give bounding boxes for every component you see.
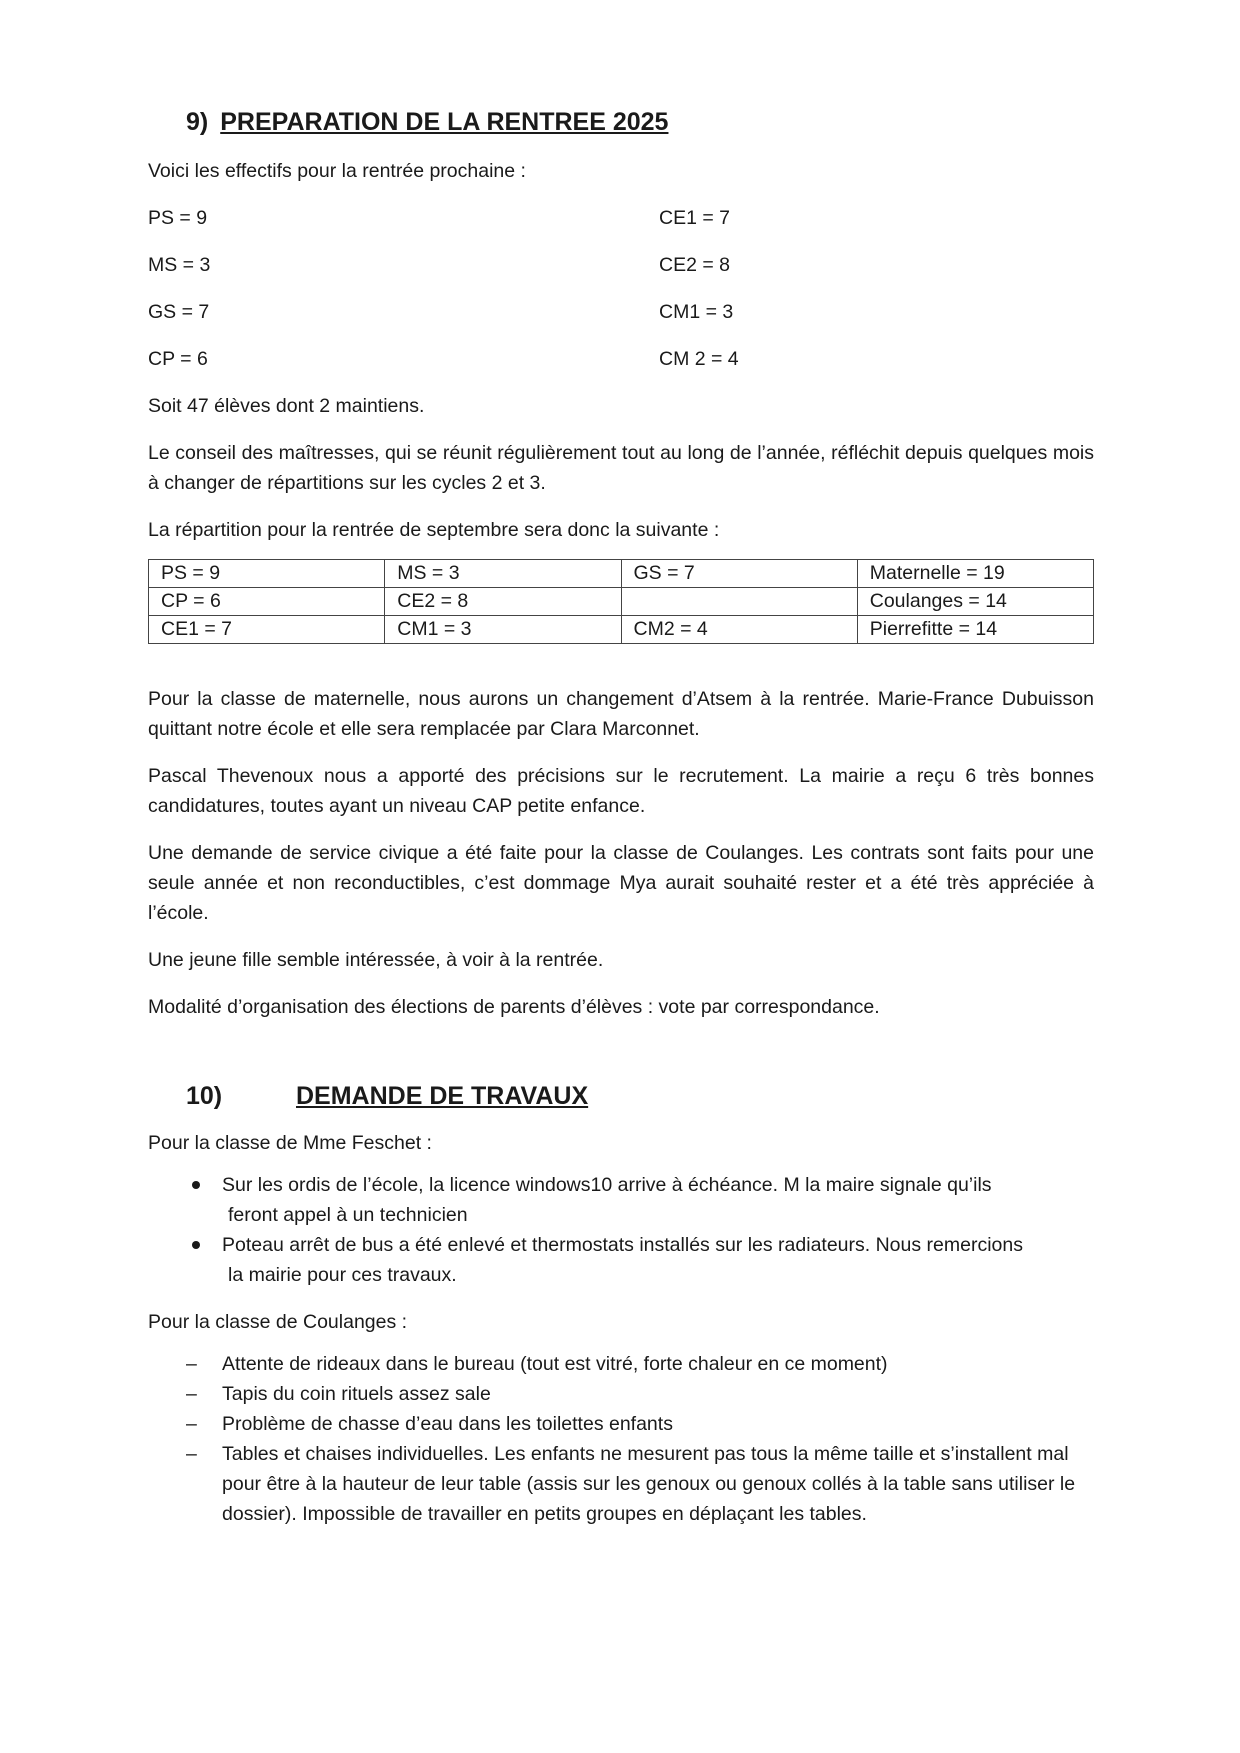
effectifs-intro: Voici les effectifs pour la rentrée prochaine :	[148, 160, 526, 182]
table-cell: CM2 = 4	[621, 616, 857, 644]
list-item-line: la mairie pour ces travaux.	[228, 1264, 457, 1286]
section-10-heading	[186, 1080, 1094, 1112]
count-ce1: CE1 = 7	[659, 207, 731, 229]
table-cell	[621, 588, 857, 616]
feschet-intro: Pour la classe de Mme Feschet :	[148, 1132, 432, 1154]
count-ps: PS = 9	[148, 207, 208, 229]
effectifs-grid	[148, 203, 1094, 374]
table-cell: MS = 3	[385, 560, 621, 588]
paragraph-atsem: Pour la classe de maternelle, nous aurons un changement d’Atsem à la rentrée. Marie-France Dubuisson quittant notre école et elle sera remplacée par Clara Marconnet.	[148, 688, 1094, 740]
total-eleves: Soit 47 élèves dont 2 maintiens.	[148, 395, 425, 417]
table-row	[149, 616, 1094, 644]
paragraph-repartition: La répartition pour la rentrée de septembre sera donc la suivante :	[148, 519, 720, 541]
count-ms: MS = 3	[148, 254, 211, 276]
dash-marker: –	[186, 1353, 197, 1375]
document-page	[148, 100, 1094, 1529]
table-cell: Coulanges = 14	[857, 588, 1093, 616]
count-ce2: CE2 = 8	[659, 254, 731, 276]
paragraph-service-civique: Une demande de service civique a été faite pour la classe de Coulanges. Les contrats sont faits pour une seule année et non reconductibles, c’est dommage Mya aurait souhaité rester et a été très appréciée à l’école.	[148, 842, 1094, 924]
list-item-text: Attente de rideaux dans le bureau (tout est vitré, forte chaleur en ce moment)	[222, 1353, 888, 1375]
dash-marker: –	[186, 1443, 197, 1465]
table-cell: GS = 7	[621, 560, 857, 588]
repartition-table	[148, 559, 1094, 644]
table-row	[149, 588, 1094, 616]
dash-marker: –	[186, 1383, 197, 1405]
table-cell: Maternelle = 19	[857, 560, 1093, 588]
table-cell: CP = 6	[149, 588, 385, 616]
table-cell: CE1 = 7	[149, 616, 385, 644]
coulanges-intro: Pour la classe de Coulanges :	[148, 1311, 408, 1333]
paragraph-recrutement: Pascal Thevenoux nous a apporté des précisions sur le recrutement. La mairie a reçu 6 très bonnes candidatures, toutes ayant un niveau CAP petite enfance.	[148, 765, 1094, 817]
list-item-text: Tables et chaises individuelles. Les enfants ne mesurent pas tous la même taille et s’installent mal pour être à la hauteur de leur table (assis sur les genoux ou genoux collés à la table sans utiliser le dossier). Impossible de travailler en petits groupes en déplaçant les tables.	[222, 1443, 1076, 1525]
count-cp: CP = 6	[148, 348, 208, 370]
list-item-text: Tapis du coin rituels assez sale	[222, 1383, 491, 1405]
paragraph-conseil: Le conseil des maîtresses, qui se réunit régulièrement tout au long de l’année, réfléchit depuis quelques mois à changer de répartitions sur les cycles 2 et 3.	[148, 442, 1094, 494]
count-cm2: CM 2 = 4	[659, 348, 739, 370]
feschet-list	[148, 1170, 1094, 1290]
section-9-number: 9)	[186, 108, 209, 136]
bullet-icon	[192, 1181, 200, 1189]
list-item	[148, 1349, 1094, 1379]
section-10-title: DEMANDE DE TRAVAUX	[296, 1082, 589, 1110]
list-item	[148, 1230, 1094, 1290]
table-cell: Pierrefitte = 14	[857, 616, 1093, 644]
list-item-text: Problème de chasse d’eau dans les toilettes enfants	[222, 1413, 673, 1435]
list-item	[148, 1439, 1094, 1529]
section-9-heading	[186, 106, 1094, 138]
list-item	[148, 1170, 1094, 1230]
section-9-title: PREPARATION DE LA RENTREE 2025	[220, 108, 669, 136]
list-item	[148, 1379, 1094, 1409]
list-item-line: feront appel à un technicien	[228, 1204, 468, 1226]
list-item-line: Poteau arrêt de bus a été enlevé et thermostats installés sur les radiateurs. Nous remercions	[222, 1234, 1023, 1256]
list-item	[148, 1409, 1094, 1439]
coulanges-list	[148, 1349, 1094, 1529]
table-cell: PS = 9	[149, 560, 385, 588]
paragraph-modalite: Modalité d’organisation des élections de parents d’élèves : vote par correspondance.	[148, 996, 880, 1018]
paragraph-jeune-fille: Une jeune fille semble intéressée, à voir à la rentrée.	[148, 949, 604, 971]
table-cell: CE2 = 8	[385, 588, 621, 616]
list-item-line: Sur les ordis de l’école, la licence windows10 arrive à échéance. M la maire signale qu’ils	[222, 1174, 992, 1196]
count-gs: GS = 7	[148, 301, 210, 323]
bullet-icon	[192, 1241, 200, 1249]
dash-marker: –	[186, 1413, 197, 1435]
section-10-number: 10)	[186, 1082, 223, 1110]
table-cell: CM1 = 3	[385, 616, 621, 644]
table-row	[149, 560, 1094, 588]
count-cm1: CM1 = 3	[659, 301, 734, 323]
